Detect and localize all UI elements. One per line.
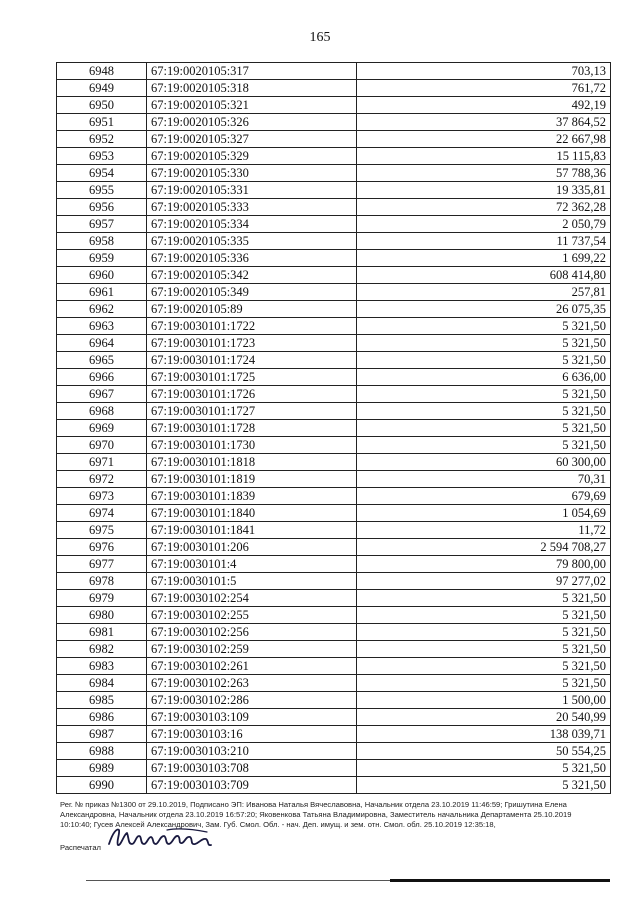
value-cell: 492,19 [357,97,611,114]
row-number-cell: 6981 [57,624,147,641]
cadastral-number-cell: 67:19:0030101:4 [147,556,357,573]
cadastral-number-cell: 67:19:0020105:331 [147,182,357,199]
table-row [57,607,611,624]
value-cell: 5 321,50 [357,607,611,624]
row-number-cell: 6949 [57,80,147,97]
cadastral-number-cell: 67:19:0030101:206 [147,539,357,556]
row-number-cell: 6966 [57,369,147,386]
cadastral-number-cell: 67:19:0020105:317 [147,63,357,80]
value-cell: 5 321,50 [357,590,611,607]
table-row [57,658,611,675]
cadastral-number-cell: 67:19:0030101:1730 [147,437,357,454]
table-row [57,352,611,369]
table-row [57,216,611,233]
table-row [57,539,611,556]
cadastral-number-cell: 67:19:0030101:1727 [147,403,357,420]
table-row [57,148,611,165]
cadastral-number-cell: 67:19:0030102:261 [147,658,357,675]
cadastral-number-cell: 67:19:0030101:1724 [147,352,357,369]
value-cell: 5 321,50 [357,777,611,794]
value-cell: 26 075,35 [357,301,611,318]
cadastral-number-cell: 67:19:0030101:5 [147,573,357,590]
table-row [57,726,611,743]
cadastral-number-cell: 67:19:0030102:286 [147,692,357,709]
value-cell: 20 540,99 [357,709,611,726]
value-cell: 11,72 [357,522,611,539]
table-row [57,454,611,471]
cadastral-number-cell: 67:19:0020105:327 [147,131,357,148]
table-row [57,182,611,199]
row-number-cell: 6984 [57,675,147,692]
row-number-cell: 6970 [57,437,147,454]
row-number-cell: 6965 [57,352,147,369]
table-row [57,760,611,777]
table-row [57,505,611,522]
cadastral-number-cell: 67:19:0030102:256 [147,624,357,641]
row-number-cell: 6964 [57,335,147,352]
row-number-cell: 6975 [57,522,147,539]
row-number-cell: 6954 [57,165,147,182]
cadastral-number-cell: 67:19:0020105:326 [147,114,357,131]
row-number-cell: 6950 [57,97,147,114]
table-row [57,369,611,386]
value-cell: 5 321,50 [357,437,611,454]
value-cell: 608 414,80 [357,267,611,284]
table-row [57,301,611,318]
table-row [57,131,611,148]
table-row [57,777,611,794]
cadastral-number-cell: 67:19:0030101:1728 [147,420,357,437]
footer-line: Рег. № приказ №1300 от 29.10.2019, Подписано ЭП: Иванова Наталья Вячеславовна, Начальник отдела 23.10.2019 11:46:59; Гришутина Елена [60,800,567,809]
row-number-cell: 6969 [57,420,147,437]
row-number-cell: 6957 [57,216,147,233]
value-cell: 57 788,36 [357,165,611,182]
cadastral-number-cell: 67:19:0030103:109 [147,709,357,726]
value-cell: 703,13 [357,63,611,80]
cadastral-number-cell: 67:19:0030101:1723 [147,335,357,352]
value-cell: 70,31 [357,471,611,488]
page-number: 165 [309,30,331,45]
value-cell: 1 500,00 [357,692,611,709]
table-row [57,267,611,284]
table-row [57,386,611,403]
value-cell: 72 362,28 [357,199,611,216]
row-number-cell: 6988 [57,743,147,760]
row-number-cell: 6987 [57,726,147,743]
table-row [57,250,611,267]
row-number-cell: 6958 [57,233,147,250]
value-cell: 5 321,50 [357,420,611,437]
table-row [57,488,611,505]
row-number-cell: 6962 [57,301,147,318]
table-row [57,743,611,760]
row-number-cell: 6974 [57,505,147,522]
row-number-cell: 6978 [57,573,147,590]
value-cell: 1 054,69 [357,505,611,522]
table-row [57,556,611,573]
table-row [57,692,611,709]
table-row [57,97,611,114]
value-cell: 257,81 [357,284,611,301]
cadastral-number-cell: 67:19:0020105:318 [147,80,357,97]
row-number-cell: 6989 [57,760,147,777]
table-row [57,573,611,590]
signature-footer [60,800,610,853]
cadastral-number-cell: 67:19:0030102:259 [147,641,357,658]
cadastral-number-cell: 67:19:0030101:1722 [147,318,357,335]
value-cell: 37 864,52 [357,114,611,131]
cadastral-number-cell: 67:19:0030102:254 [147,590,357,607]
row-number-cell: 6990 [57,777,147,794]
row-number-cell: 6948 [57,63,147,80]
cadastral-number-cell: 67:19:0030102:263 [147,675,357,692]
row-number-cell: 6976 [57,539,147,556]
value-cell: 138 039,71 [357,726,611,743]
row-number-cell: 6985 [57,692,147,709]
row-number-cell: 6961 [57,284,147,301]
row-number-cell: 6983 [57,658,147,675]
table-row [57,471,611,488]
table-row [57,199,611,216]
cadastral-number-cell: 67:19:0030101:1840 [147,505,357,522]
handwritten-signature [107,826,217,853]
cadastral-number-cell: 67:19:0020105:333 [147,199,357,216]
value-cell: 97 277,02 [357,573,611,590]
cadastral-number-cell: 67:19:0030101:1839 [147,488,357,505]
cadastral-number-cell: 67:19:0020105:334 [147,216,357,233]
value-cell: 5 321,50 [357,403,611,420]
cadastral-number-cell: 67:19:0020105:335 [147,233,357,250]
value-cell: 2 050,79 [357,216,611,233]
table-row [57,709,611,726]
cadastral-number-cell: 67:19:0030103:708 [147,760,357,777]
table-row [57,522,611,539]
cadastral-number-cell: 67:19:0030103:210 [147,743,357,760]
row-number-cell: 6953 [57,148,147,165]
cadastral-number-cell: 67:19:0030101:1818 [147,454,357,471]
value-cell: 5 321,50 [357,335,611,352]
row-number-cell: 6960 [57,267,147,284]
registry-table [56,62,611,794]
row-number-cell: 6979 [57,590,147,607]
cadastral-number-cell: 67:19:0020105:329 [147,148,357,165]
table-row [57,318,611,335]
row-number-cell: 6982 [57,641,147,658]
cadastral-number-cell: 67:19:0030101:1841 [147,522,357,539]
table-row [57,641,611,658]
row-number-cell: 6980 [57,607,147,624]
table-row [57,675,611,692]
cadastral-number-cell: 67:19:0020105:342 [147,267,357,284]
table-row [57,114,611,131]
table-row [57,590,611,607]
value-cell: 5 321,50 [357,624,611,641]
registry-table-body [57,63,611,794]
value-cell: 5 321,50 [357,352,611,369]
row-number-cell: 6977 [57,556,147,573]
table-row [57,233,611,250]
table-row [57,80,611,97]
table-row [57,403,611,420]
value-cell: 761,72 [357,80,611,97]
footer-line: Александровна, Начальник отдела 23.10.2019 16:57:20; Яковенкова Татьяна Владимировна, Заместитель начальника Департамента 25.10.2019 [60,810,572,819]
value-cell: 79 800,00 [357,556,611,573]
row-number-cell: 6972 [57,471,147,488]
row-number-cell: 6951 [57,114,147,131]
value-cell: 5 321,50 [357,386,611,403]
row-number-cell: 6967 [57,386,147,403]
value-cell: 19 335,81 [357,182,611,199]
row-number-cell: 6968 [57,403,147,420]
row-number-cell: 6986 [57,709,147,726]
row-number-cell: 6959 [57,250,147,267]
row-number-cell: 6952 [57,131,147,148]
printed-by [60,831,610,853]
footer-line: 10:10:40; Гусев Алексей Александрович, Зам. Губ. Смол. Обл. - нач. Деп. имущ. и зем. отн. Смол. обл. 25.10.2019 12:35:18, [60,820,496,829]
printed-by-label: Распечатал [60,843,101,852]
value-cell: 5 321,50 [357,760,611,777]
row-number-cell: 6971 [57,454,147,471]
cadastral-number-cell: 67:19:0030102:255 [147,607,357,624]
table-row [57,63,611,80]
value-cell: 50 554,25 [357,743,611,760]
cadastral-number-cell: 67:19:0030103:709 [147,777,357,794]
value-cell: 22 667,98 [357,131,611,148]
cadastral-number-cell: 67:19:0030101:1725 [147,369,357,386]
table-row [57,165,611,182]
value-cell: 1 699,22 [357,250,611,267]
cadastral-number-cell: 67:19:0020105:321 [147,97,357,114]
table-row [57,335,611,352]
cadastral-number-cell: 67:19:0030103:16 [147,726,357,743]
table-row [57,624,611,641]
cadastral-number-cell: 67:19:0030101:1819 [147,471,357,488]
table-row [57,420,611,437]
value-cell: 15 115,83 [357,148,611,165]
cadastral-number-cell: 67:19:0020105:330 [147,165,357,182]
value-cell: 5 321,50 [357,641,611,658]
value-cell: 11 737,54 [357,233,611,250]
cadastral-number-cell: 67:19:0030101:1726 [147,386,357,403]
value-cell: 5 321,50 [357,318,611,335]
row-number-cell: 6963 [57,318,147,335]
table-row [57,284,611,301]
bottom-rule-thick [390,879,610,882]
value-cell: 60 300,00 [357,454,611,471]
row-number-cell: 6955 [57,182,147,199]
value-cell: 5 321,50 [357,675,611,692]
table-row [57,437,611,454]
value-cell: 6 636,00 [357,369,611,386]
cadastral-number-cell: 67:19:0020105:89 [147,301,357,318]
cadastral-number-cell: 67:19:0020105:336 [147,250,357,267]
value-cell: 2 594 708,27 [357,539,611,556]
row-number-cell: 6956 [57,199,147,216]
value-cell: 679,69 [357,488,611,505]
row-number-cell: 6973 [57,488,147,505]
cadastral-number-cell: 67:19:0020105:349 [147,284,357,301]
value-cell: 5 321,50 [357,658,611,675]
